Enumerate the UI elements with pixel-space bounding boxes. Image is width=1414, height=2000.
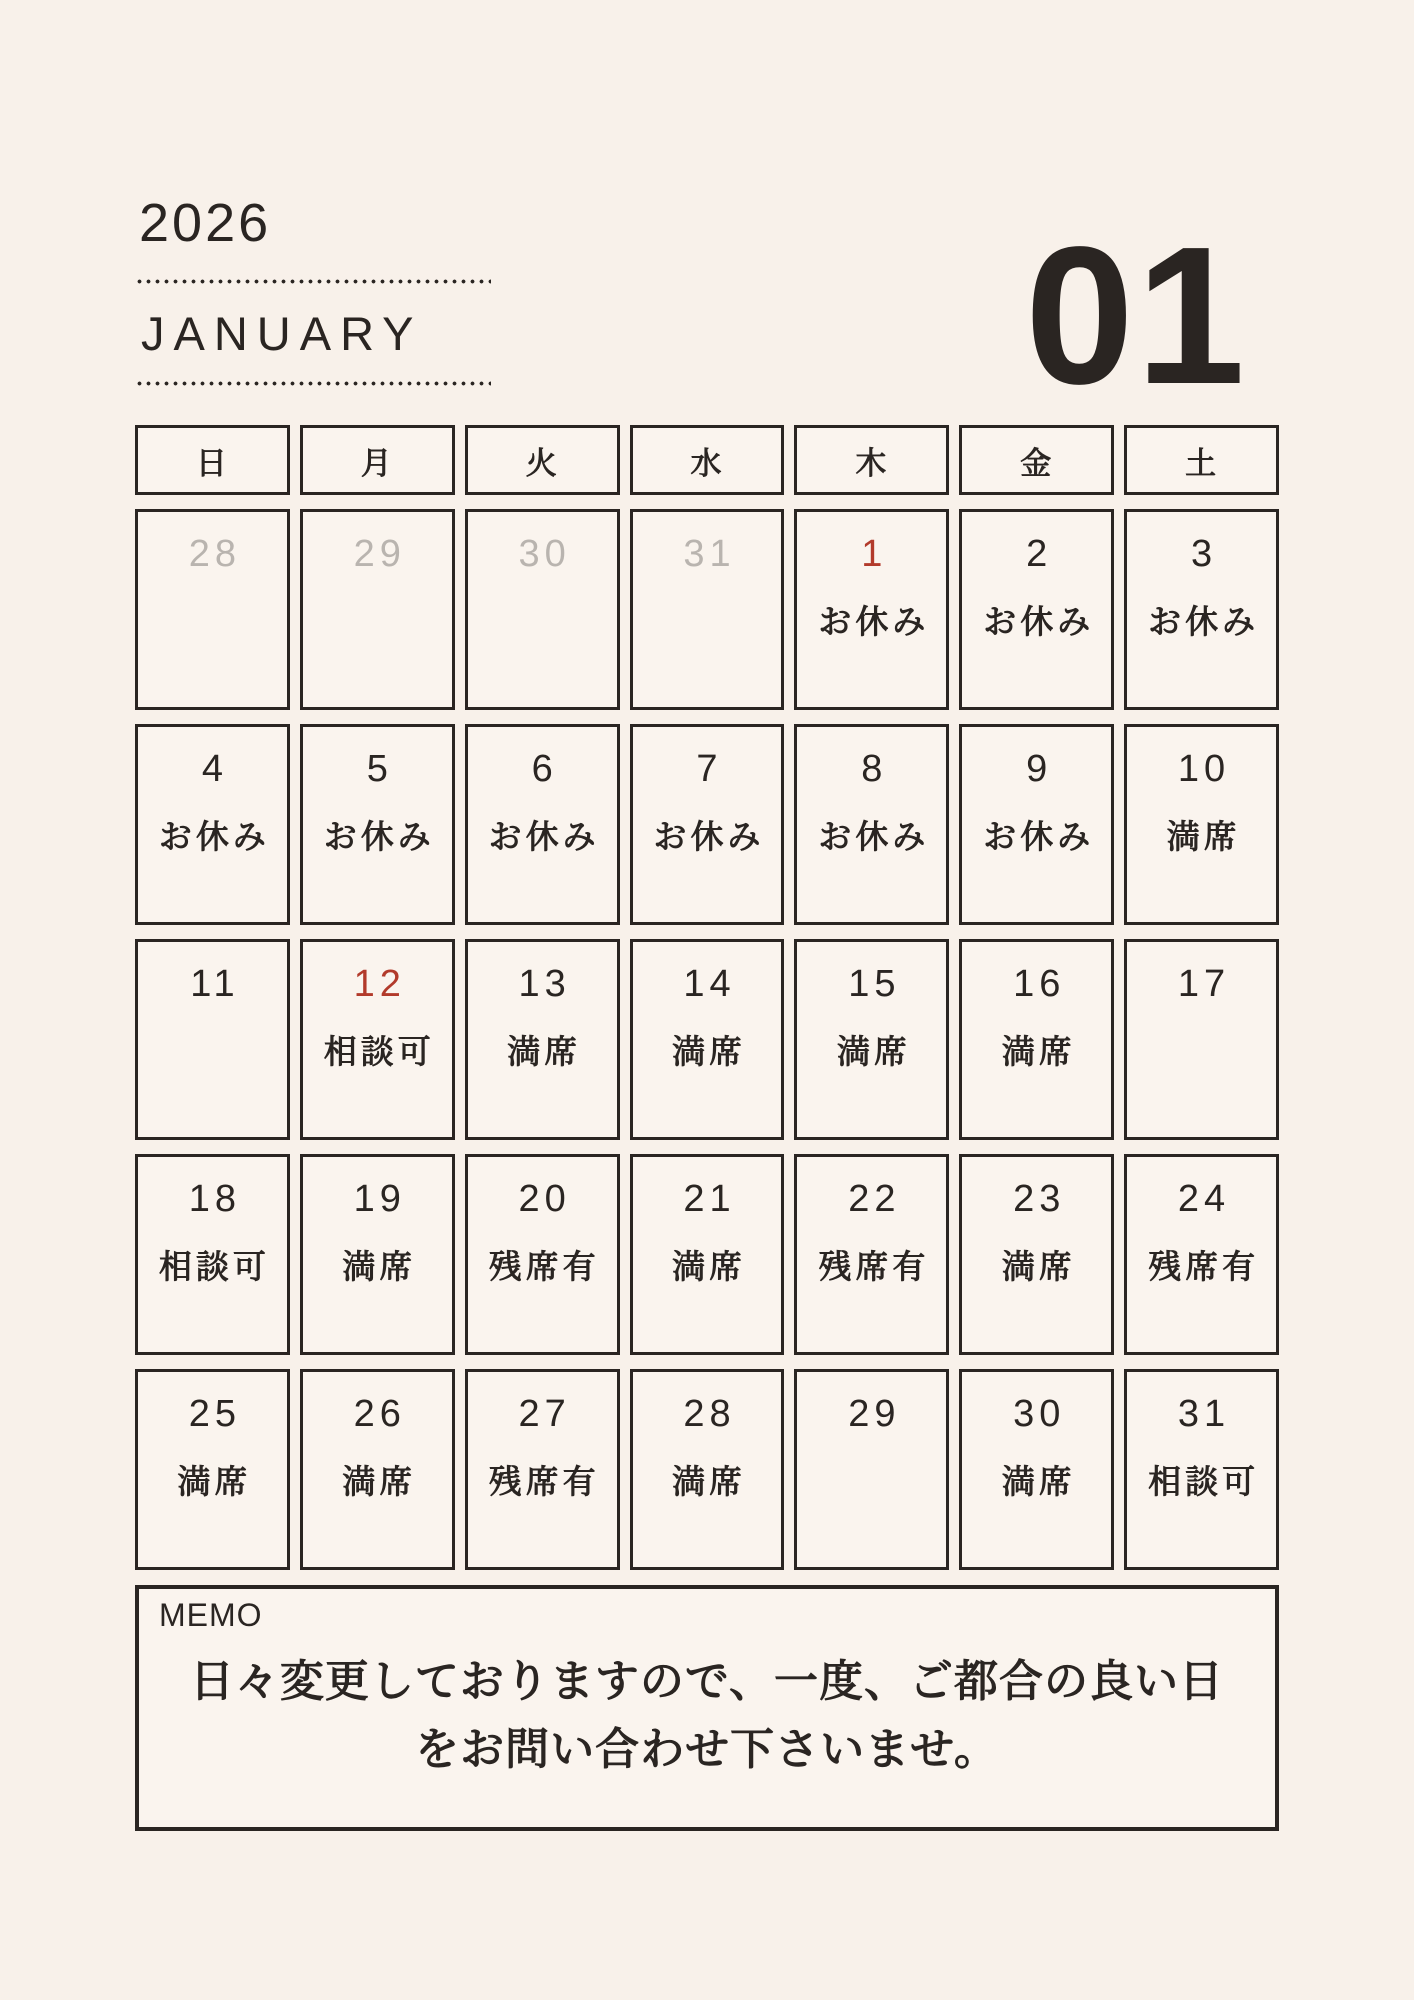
day-number: 9 [1026, 748, 1053, 790]
day-cell [135, 939, 290, 1140]
day-status: 相談可 [158, 1247, 270, 1285]
day-status: 相談可 [323, 1032, 435, 1070]
day-cell [1124, 724, 1279, 925]
day-cell [135, 1369, 290, 1570]
weekday-header-cell: 日 [135, 425, 290, 495]
day-number: 16 [1013, 963, 1066, 1005]
day-cell [135, 724, 290, 925]
day-cell [465, 724, 620, 925]
day-status: 満席 [1166, 817, 1241, 855]
day-cell [135, 1154, 290, 1355]
day-status: 相談可 [1148, 1462, 1260, 1500]
memo-text [139, 1648, 1275, 1784]
day-number: 6 [531, 748, 558, 790]
day-cell [630, 1369, 785, 1570]
day-number: 8 [861, 748, 888, 790]
day-cell [300, 509, 455, 710]
day-number: 17 [1177, 963, 1231, 1005]
dotted-divider-bottom [137, 381, 491, 386]
month-name-label: JANUARY [141, 307, 423, 360]
day-number: 27 [518, 1393, 571, 1435]
weekday-header-cell: 月 [300, 425, 455, 495]
month-number-label: 01 [1024, 206, 1247, 425]
calendar-grid [135, 425, 1279, 1570]
day-cell [794, 1154, 949, 1355]
day-status: お休み [818, 817, 930, 855]
memo-label: MEMO [159, 1597, 263, 1633]
day-cell [300, 939, 455, 1140]
day-status: 残席有 [1148, 1247, 1260, 1285]
day-status: お休み [158, 817, 270, 855]
day-number: 30 [518, 533, 571, 575]
weekday-header-cell: 土 [1124, 425, 1279, 495]
day-cell [794, 724, 949, 925]
weekday-header-cell: 水 [630, 425, 785, 495]
day-status: 残席有 [818, 1247, 930, 1285]
day-cell [300, 1369, 455, 1570]
day-number: 5 [366, 748, 393, 790]
day-cell [959, 509, 1114, 710]
day-number: 22 [848, 1178, 901, 1220]
day-number: 28 [188, 533, 242, 575]
day-cell [630, 509, 785, 710]
day-cell [794, 509, 949, 710]
memo-box [135, 1585, 1279, 1831]
day-status: 満席 [671, 1247, 746, 1285]
day-status: お休み [983, 817, 1095, 855]
day-status: お休み [488, 817, 600, 855]
day-cell [959, 1154, 1114, 1355]
day-cell [465, 1369, 620, 1570]
day-cell [465, 509, 620, 710]
year-label: 2026 [139, 193, 272, 253]
day-number: 28 [683, 1393, 736, 1435]
day-number: 24 [1177, 1178, 1231, 1220]
day-number: 25 [188, 1393, 242, 1435]
day-cell [630, 1154, 785, 1355]
day-number: 3 [1191, 533, 1218, 575]
day-status: 満席 [671, 1032, 746, 1070]
day-status: 満席 [1001, 1462, 1076, 1500]
day-number: 29 [353, 533, 406, 575]
day-status: 満席 [671, 1462, 746, 1500]
day-number: 1 [861, 533, 888, 575]
day-cell [794, 939, 949, 1140]
day-cell [1124, 939, 1279, 1140]
day-number: 19 [353, 1178, 406, 1220]
day-status: 残席有 [488, 1462, 600, 1500]
day-number: 29 [848, 1393, 901, 1435]
day-number: 2 [1026, 533, 1053, 575]
day-status: お休み [1148, 602, 1260, 640]
day-cell [465, 939, 620, 1140]
day-cell [1124, 509, 1279, 710]
dotted-divider-top [137, 279, 491, 284]
day-number: 20 [518, 1178, 571, 1220]
day-number: 12 [353, 963, 406, 1005]
weekday-header-cell: 金 [959, 425, 1114, 495]
day-cell [794, 1369, 949, 1570]
day-number: 10 [1177, 748, 1231, 790]
day-status: 満席 [1001, 1247, 1076, 1285]
day-cell [959, 939, 1114, 1140]
memo-line-1: 日々変更しておりますので、一度、ご都合の良い日 [189, 1657, 1225, 1706]
day-cell [630, 724, 785, 925]
day-number: 13 [518, 963, 571, 1005]
day-status: 満席 [342, 1247, 417, 1285]
day-number: 14 [683, 963, 736, 1005]
day-cell [1124, 1154, 1279, 1355]
day-status: 満席 [342, 1462, 417, 1500]
day-status: 残席有 [488, 1247, 600, 1285]
day-cell [959, 1369, 1114, 1570]
day-status: お休み [818, 602, 930, 640]
weekday-header-cell: 火 [465, 425, 620, 495]
weekday-header-cell: 木 [794, 425, 949, 495]
day-number: 21 [683, 1178, 736, 1220]
day-number: 18 [188, 1178, 242, 1220]
day-status: お休み [653, 817, 765, 855]
day-status: 満席 [507, 1032, 582, 1070]
day-number: 31 [683, 533, 736, 575]
day-status: お休み [983, 602, 1095, 640]
day-cell [465, 1154, 620, 1355]
day-cell [630, 939, 785, 1140]
day-number: 7 [696, 748, 723, 790]
day-cell [1124, 1369, 1279, 1570]
day-cell [300, 1154, 455, 1355]
day-number: 30 [1013, 1393, 1066, 1435]
day-cell [300, 724, 455, 925]
day-number: 31 [1177, 1393, 1231, 1435]
day-number: 26 [353, 1393, 406, 1435]
day-cell [135, 509, 290, 710]
memo-line-2: をお問い合わせ下さいませ。 [415, 1725, 999, 1775]
day-cell [959, 724, 1114, 925]
day-status: 満席 [836, 1032, 911, 1070]
day-number: 23 [1013, 1178, 1066, 1220]
day-number: 15 [848, 963, 901, 1005]
day-status: お休み [323, 817, 435, 855]
day-status: 満席 [177, 1462, 252, 1500]
day-number: 11 [190, 963, 240, 1005]
day-number: 4 [201, 748, 228, 790]
day-status: 満席 [1001, 1032, 1076, 1070]
